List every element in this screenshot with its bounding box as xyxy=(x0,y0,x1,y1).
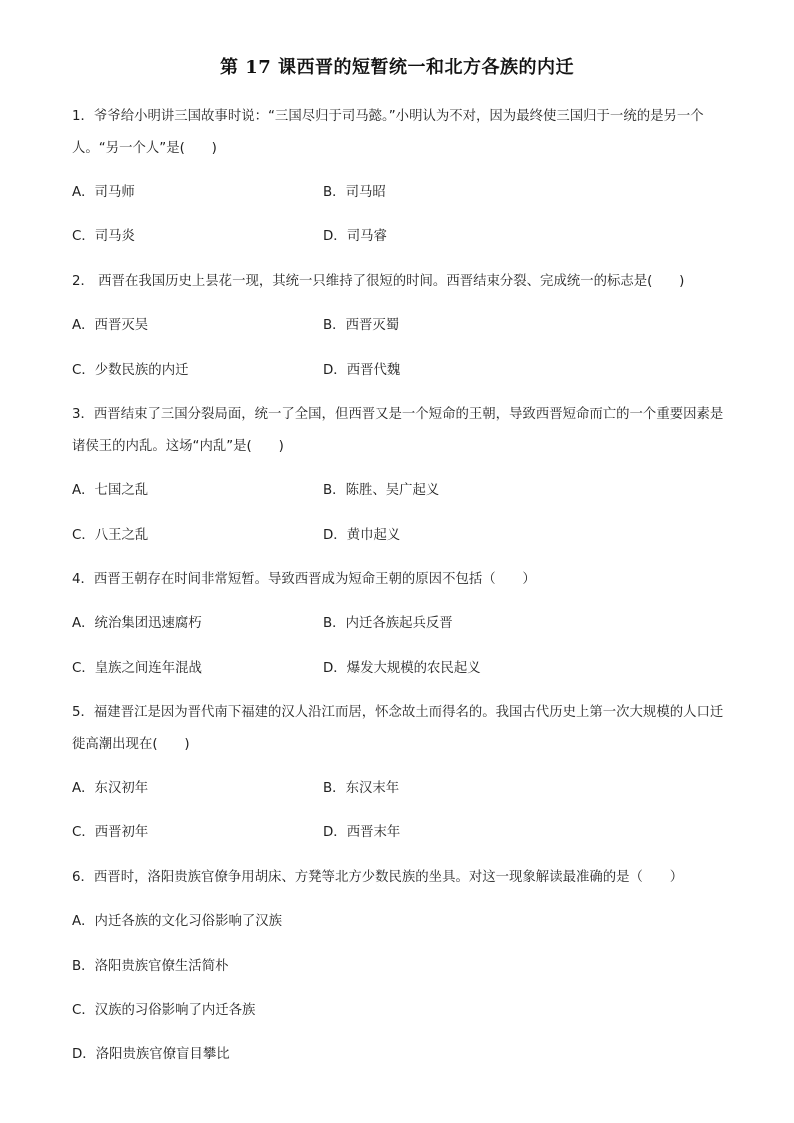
question-3-option-b: B．陈胜、吴广起义 xyxy=(323,483,440,498)
question-1-option-c: C．司马炎 xyxy=(72,229,135,244)
question-4-option-d: D．爆发大规模的农民起义 xyxy=(323,661,481,676)
question-6-line-1: 6．西晋时，洛阳贵族官僚争用胡床、方凳等北方少数民族的坐具。对这一现象解读最准确的是（ ） xyxy=(72,870,684,885)
page-title: 第 17 课西晋的短暂统一和北方各族的内迁 xyxy=(219,57,575,78)
question-5-option-c: C．西晋初年 xyxy=(72,825,149,840)
question-2-option-a: A．西晋灭吴 xyxy=(72,318,149,333)
question-5-option-b: B．东汉末年 xyxy=(323,781,400,796)
question-2-option-c: C．少数民族的内迁 xyxy=(72,363,189,378)
question-2-option-b: B．西晋灭蜀 xyxy=(323,318,400,333)
question-2-option-d: D．西晋代魏 xyxy=(323,363,401,378)
question-1-line-2: 人。“另一个人”是( ) xyxy=(72,141,217,156)
question-1-option-b: B．司马昭 xyxy=(323,185,386,200)
question-1-line-1: 1．爷爷给小明讲三国故事时说：“三国尽归于司马懿。”小明认为不对，因为最终使三国归于一统的是另一个 xyxy=(72,109,704,124)
question-4-option-b: B．内迁各族起兵反晋 xyxy=(323,616,453,631)
question-6-option-b: B．洛阳贵族官僚生活简朴 xyxy=(72,959,229,974)
question-5-option-d: D．西晋末年 xyxy=(323,825,401,840)
question-3-line-2: 诸侯王的内乱。这场“内乱”是( ) xyxy=(72,439,284,454)
question-3-option-c: C．八王之乱 xyxy=(72,528,149,543)
question-1-option-d: D．司马睿 xyxy=(323,229,387,244)
question-5-line-2: 徙高潮出现在( ) xyxy=(72,737,190,752)
question-3-option-a: A．七国之乱 xyxy=(72,483,149,498)
question-6-option-d: D．洛阳贵族官僚盲目攀比 xyxy=(72,1047,230,1062)
question-2-line-1: 2． 西晋在我国历史上昙花一现，其统一只维持了很短的时间。西晋结束分裂、完成统一的标志是( ) xyxy=(72,274,685,289)
question-3-line-1: 3．西晋结束了三国分裂局面，统一了全国，但西晋又是一个短命的王朝，导致西晋短命而亡的一个重要因素是 xyxy=(72,407,724,422)
question-1-option-a: A．司马师 xyxy=(72,185,135,200)
question-4-option-a: A．统治集团迅速腐朽 xyxy=(72,616,202,631)
question-6-option-a: A．内迁各族的文化习俗影响了汉族 xyxy=(72,914,283,929)
question-4-line-1: 4．西晋王朝存在时间非常短暂。导致西晋成为短命王朝的原因不包括（ ） xyxy=(72,572,536,587)
question-3-option-d: D．黄巾起义 xyxy=(323,528,401,543)
question-4-option-c: C．皇族之间连年混战 xyxy=(72,661,202,676)
question-5-line-1: 5．福建晋江是因为晋代南下福建的汉人沿江而居，怀念故土而得名的。我国古代历史上第一次大规模的人口迁 xyxy=(72,705,724,720)
question-5-option-a: A．东汉初年 xyxy=(72,781,149,796)
question-6-option-c: C．汉族的习俗影响了内迁各族 xyxy=(72,1003,256,1018)
